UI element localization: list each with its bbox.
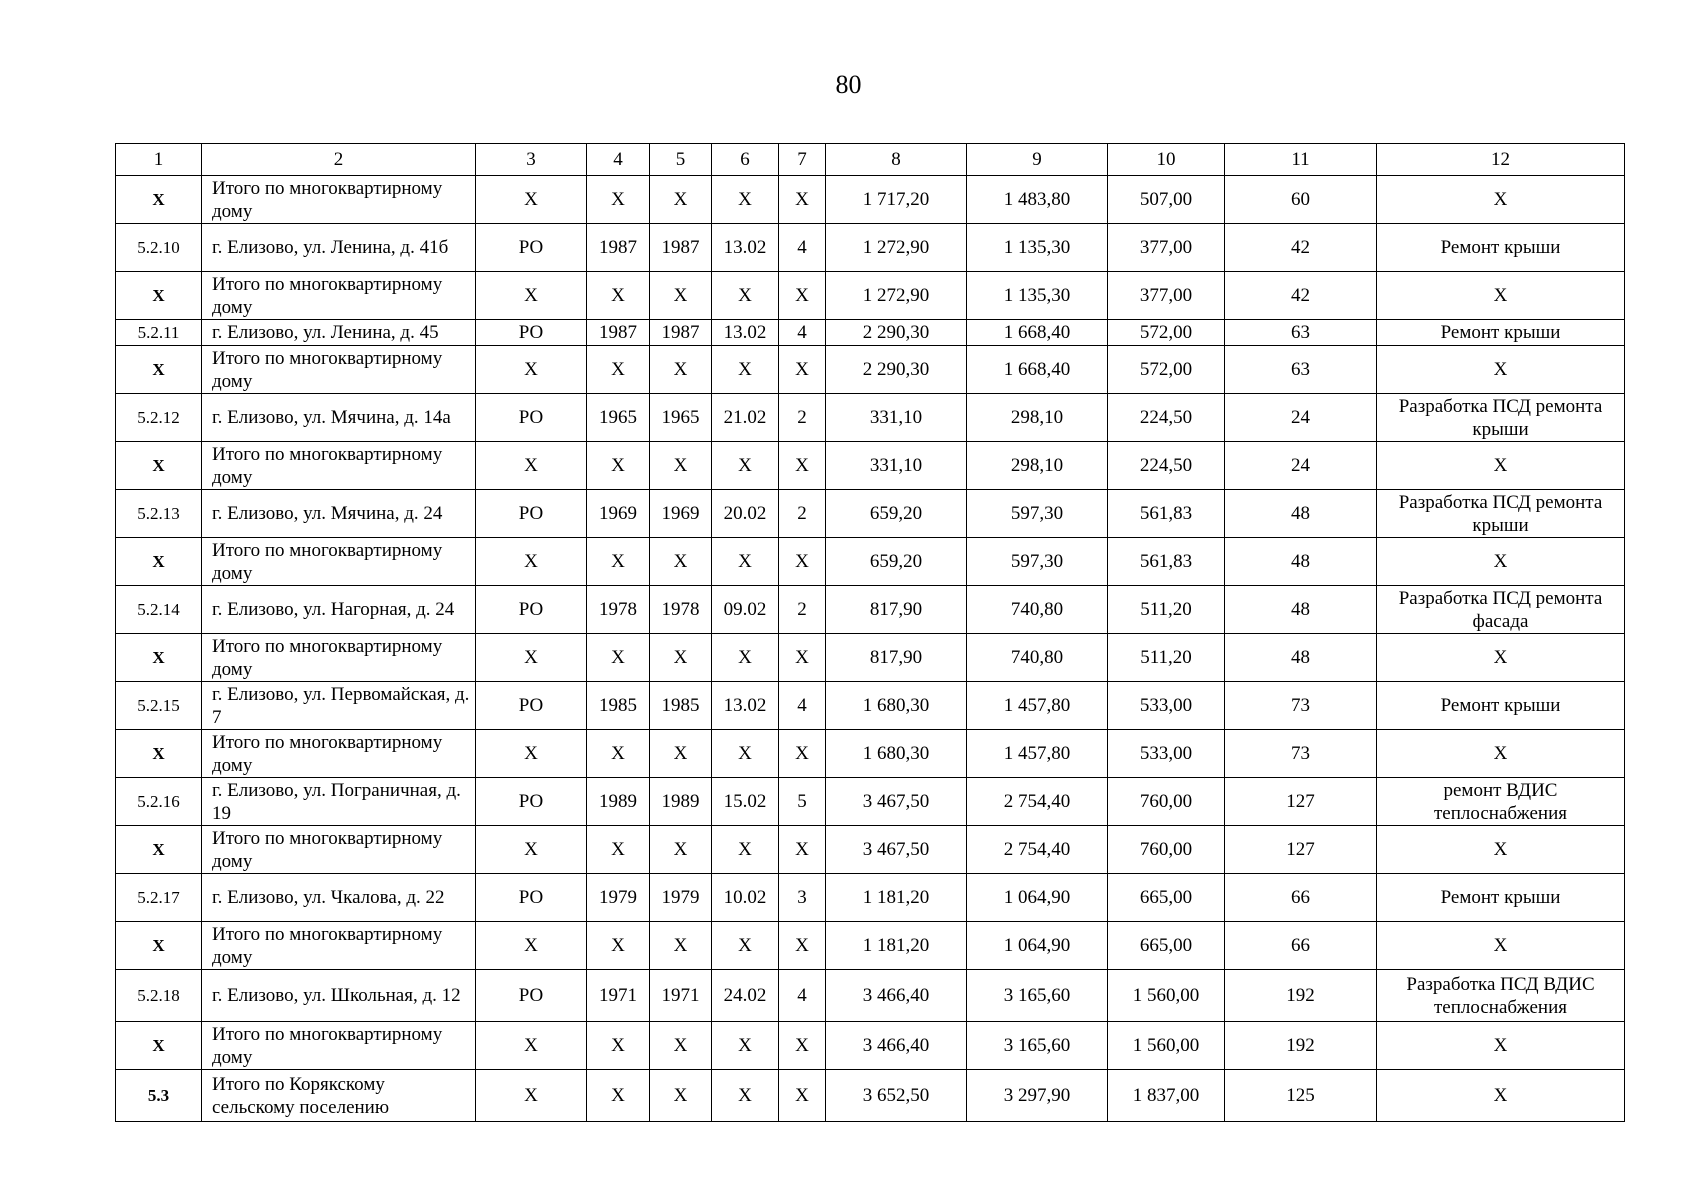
year-cell: 1989 [587, 778, 650, 826]
work-type-cell: Разработка ПСД ремонта крыши [1377, 490, 1625, 538]
work-type-cell: Х [1377, 730, 1625, 778]
code-cell: Х [712, 346, 779, 394]
table-row-total [116, 176, 1625, 224]
count-cell: 48 [1225, 586, 1377, 634]
area-living-cell: 1 457,80 [967, 682, 1108, 730]
header-cell: 10 [1108, 144, 1225, 176]
address-cell: Итого по многоквартирному дому [202, 730, 476, 778]
year-cell: Х [650, 442, 712, 490]
row-number-cell: Х [116, 826, 202, 874]
year-cell: 1985 [650, 682, 712, 730]
cost-cell: 572,00 [1108, 320, 1225, 346]
code-cell: 20.02 [712, 490, 779, 538]
type-cell: Х [476, 272, 587, 320]
floors-cell: Х [779, 538, 826, 586]
year-cell: Х [650, 272, 712, 320]
row-number-cell: Х [116, 442, 202, 490]
cost-cell: 224,50 [1108, 442, 1225, 490]
table-row-total [116, 346, 1625, 394]
page-number: 80 [835, 70, 862, 99]
table-row [116, 682, 1625, 730]
table-row-total [116, 1070, 1625, 1122]
header-cell: 3 [476, 144, 587, 176]
cost-cell: 511,20 [1108, 586, 1225, 634]
cost-cell: 1 560,00 [1108, 1022, 1225, 1070]
cost-cell: 561,83 [1108, 538, 1225, 586]
year-cell: 1969 [650, 490, 712, 538]
table-row-total [116, 730, 1625, 778]
address-cell: Итого по многоквартирному дому [202, 272, 476, 320]
count-cell: 192 [1225, 970, 1377, 1022]
address-cell: Итого по многоквартирному дому [202, 826, 476, 874]
type-cell: Х [476, 922, 587, 970]
type-cell: Х [476, 176, 587, 224]
work-type-cell: Х [1377, 346, 1625, 394]
cost-cell: 377,00 [1108, 272, 1225, 320]
address-cell: Итого по многоквартирному дому [202, 634, 476, 682]
header-cell: 8 [826, 144, 967, 176]
row-number-cell: Х [116, 634, 202, 682]
table-row [116, 224, 1625, 272]
year-cell: 1971 [650, 970, 712, 1022]
cost-cell: 1 560,00 [1108, 970, 1225, 1022]
work-type-cell: ремонт ВДИС теплоснабжения [1377, 778, 1625, 826]
cost-cell: 533,00 [1108, 730, 1225, 778]
table-row [116, 586, 1625, 634]
work-type-cell: Х [1377, 176, 1625, 224]
area-total-cell: 3 466,40 [826, 1022, 967, 1070]
header-cell: 12 [1377, 144, 1625, 176]
year-cell: Х [650, 1022, 712, 1070]
code-cell: 13.02 [712, 682, 779, 730]
count-cell: 48 [1225, 490, 1377, 538]
code-cell: Х [712, 730, 779, 778]
year-cell: 1965 [650, 394, 712, 442]
count-cell: 63 [1225, 346, 1377, 394]
area-total-cell: 817,90 [826, 634, 967, 682]
header-cell: 6 [712, 144, 779, 176]
header-cell: 4 [587, 144, 650, 176]
cost-cell: 760,00 [1108, 778, 1225, 826]
area-living-cell: 298,10 [967, 394, 1108, 442]
area-living-cell: 1 483,80 [967, 176, 1108, 224]
code-cell: 10.02 [712, 874, 779, 922]
cost-cell: 511,20 [1108, 634, 1225, 682]
row-number-cell: 5.2.10 [116, 224, 202, 272]
type-cell: РО [476, 874, 587, 922]
type-cell: РО [476, 586, 587, 634]
area-living-cell: 740,80 [967, 586, 1108, 634]
year-cell: 1965 [587, 394, 650, 442]
year-cell: 1987 [587, 320, 650, 346]
table-row [116, 970, 1625, 1022]
year-cell: Х [587, 538, 650, 586]
type-cell: РО [476, 490, 587, 538]
year-cell: Х [650, 346, 712, 394]
row-number-cell: Х [116, 346, 202, 394]
code-cell: Х [712, 1022, 779, 1070]
year-cell: 1985 [587, 682, 650, 730]
code-cell: Х [712, 538, 779, 586]
table-row-total [116, 826, 1625, 874]
year-cell: 1971 [587, 970, 650, 1022]
area-total-cell: 331,10 [826, 442, 967, 490]
work-type-cell: Х [1377, 538, 1625, 586]
code-cell: 13.02 [712, 224, 779, 272]
table-row-total [116, 538, 1625, 586]
address-cell: г. Елизово, ул. Школьная, д. 12 [202, 970, 476, 1022]
code-cell: 13.02 [712, 320, 779, 346]
count-cell: 192 [1225, 1022, 1377, 1070]
area-total-cell: 1 272,90 [826, 272, 967, 320]
count-cell: 24 [1225, 442, 1377, 490]
area-living-cell: 1 135,30 [967, 272, 1108, 320]
row-number-cell: 5.2.17 [116, 874, 202, 922]
year-cell: 1989 [650, 778, 712, 826]
table-row [116, 320, 1625, 346]
work-type-cell: Ремонт крыши [1377, 682, 1625, 730]
row-number-cell: Х [116, 922, 202, 970]
floors-cell: 4 [779, 320, 826, 346]
address-cell: Итого по многоквартирному дому [202, 1022, 476, 1070]
type-cell: Х [476, 826, 587, 874]
work-type-cell: Ремонт крыши [1377, 224, 1625, 272]
area-living-cell: 1 457,80 [967, 730, 1108, 778]
area-living-cell: 1 135,30 [967, 224, 1108, 272]
table-row [116, 874, 1625, 922]
floors-cell: Х [779, 826, 826, 874]
year-cell: 1978 [650, 586, 712, 634]
address-cell: г. Елизово, ул. Мячина, д. 24 [202, 490, 476, 538]
floors-cell: 2 [779, 394, 826, 442]
work-type-cell: Х [1377, 826, 1625, 874]
cost-cell: 224,50 [1108, 394, 1225, 442]
year-cell: Х [587, 730, 650, 778]
year-cell: 1978 [587, 586, 650, 634]
work-type-cell: Х [1377, 272, 1625, 320]
table-row [116, 778, 1625, 826]
year-cell: Х [587, 922, 650, 970]
code-cell: Х [712, 442, 779, 490]
work-type-cell: Х [1377, 634, 1625, 682]
address-cell: Итого по многоквартирному дому [202, 922, 476, 970]
address-cell: Итого по Корякскому сельскому поселению [202, 1070, 476, 1122]
count-cell: 60 [1225, 176, 1377, 224]
area-total-cell: 2 290,30 [826, 320, 967, 346]
area-total-cell: 331,10 [826, 394, 967, 442]
cost-cell: 533,00 [1108, 682, 1225, 730]
floors-cell: Х [779, 922, 826, 970]
work-type-cell: Х [1377, 1022, 1625, 1070]
header-cell: 5 [650, 144, 712, 176]
code-cell: Х [712, 272, 779, 320]
area-living-cell: 597,30 [967, 490, 1108, 538]
count-cell: 48 [1225, 538, 1377, 586]
code-cell: 09.02 [712, 586, 779, 634]
area-total-cell: 2 290,30 [826, 346, 967, 394]
code-cell: Х [712, 922, 779, 970]
row-number-cell: 5.2.18 [116, 970, 202, 1022]
address-cell: г. Елизово, ул. Ленина, д. 41б [202, 224, 476, 272]
type-cell: Х [476, 730, 587, 778]
header-cell: 11 [1225, 144, 1377, 176]
year-cell: Х [587, 442, 650, 490]
header-cell: 1 [116, 144, 202, 176]
area-living-cell: 3 165,60 [967, 970, 1108, 1022]
table-row-total [116, 922, 1625, 970]
row-number-cell: 5.2.13 [116, 490, 202, 538]
area-total-cell: 1 680,30 [826, 682, 967, 730]
floors-cell: 4 [779, 970, 826, 1022]
area-total-cell: 3 467,50 [826, 778, 967, 826]
area-living-cell: 3 297,90 [967, 1070, 1108, 1122]
work-type-cell: Х [1377, 922, 1625, 970]
year-cell: Х [587, 176, 650, 224]
count-cell: 24 [1225, 394, 1377, 442]
area-living-cell: 1 668,40 [967, 346, 1108, 394]
count-cell: 125 [1225, 1070, 1377, 1122]
type-cell: РО [476, 320, 587, 346]
floors-cell: 2 [779, 586, 826, 634]
row-number-cell: 5.2.12 [116, 394, 202, 442]
header-cell: 9 [967, 144, 1108, 176]
work-type-cell: Ремонт крыши [1377, 874, 1625, 922]
cost-cell: 507,00 [1108, 176, 1225, 224]
row-number-cell: 5.2.11 [116, 320, 202, 346]
row-number-cell: 5.2.16 [116, 778, 202, 826]
table-header-row [116, 144, 1625, 176]
area-living-cell: 597,30 [967, 538, 1108, 586]
type-cell: РО [476, 224, 587, 272]
floors-cell: 5 [779, 778, 826, 826]
table-row [116, 394, 1625, 442]
year-cell: Х [587, 1070, 650, 1122]
count-cell: 42 [1225, 224, 1377, 272]
area-living-cell: 1 064,90 [967, 922, 1108, 970]
area-total-cell: 1 272,90 [826, 224, 967, 272]
work-type-cell: Разработка ПСД ВДИС теплоснабжения [1377, 970, 1625, 1022]
count-cell: 42 [1225, 272, 1377, 320]
area-living-cell: 1 668,40 [967, 320, 1108, 346]
floors-cell: Х [779, 346, 826, 394]
year-cell: 1987 [650, 320, 712, 346]
code-cell: 15.02 [712, 778, 779, 826]
floors-cell: Х [779, 176, 826, 224]
table-row-total [116, 272, 1625, 320]
area-living-cell: 2 754,40 [967, 826, 1108, 874]
floors-cell: Х [779, 730, 826, 778]
type-cell: РО [476, 778, 587, 826]
area-living-cell: 1 064,90 [967, 874, 1108, 922]
type-cell: РО [476, 970, 587, 1022]
cost-cell: 561,83 [1108, 490, 1225, 538]
row-number-cell: Х [116, 730, 202, 778]
type-cell: Х [476, 538, 587, 586]
cost-cell: 760,00 [1108, 826, 1225, 874]
year-cell: Х [587, 1022, 650, 1070]
year-cell: Х [650, 730, 712, 778]
count-cell: 73 [1225, 682, 1377, 730]
area-total-cell: 3 466,40 [826, 970, 967, 1022]
cost-cell: 665,00 [1108, 922, 1225, 970]
year-cell: 1987 [587, 224, 650, 272]
table-row-total [116, 442, 1625, 490]
count-cell: 127 [1225, 778, 1377, 826]
table-row [116, 490, 1625, 538]
year-cell: 1979 [650, 874, 712, 922]
year-cell: Х [587, 272, 650, 320]
year-cell: Х [587, 826, 650, 874]
cost-cell: 572,00 [1108, 346, 1225, 394]
count-cell: 63 [1225, 320, 1377, 346]
row-number-cell: 5.2.15 [116, 682, 202, 730]
area-living-cell: 298,10 [967, 442, 1108, 490]
row-number-cell: Х [116, 176, 202, 224]
area-total-cell: 1 181,20 [826, 874, 967, 922]
work-type-cell: Х [1377, 1070, 1625, 1122]
floors-cell: 4 [779, 224, 826, 272]
year-cell: 1969 [587, 490, 650, 538]
type-cell: Х [476, 634, 587, 682]
type-cell: Х [476, 1022, 587, 1070]
work-type-cell: Х [1377, 442, 1625, 490]
year-cell: Х [650, 922, 712, 970]
area-living-cell: 3 165,60 [967, 1022, 1108, 1070]
year-cell: Х [650, 826, 712, 874]
area-living-cell: 2 754,40 [967, 778, 1108, 826]
year-cell: Х [587, 346, 650, 394]
floors-cell: 2 [779, 490, 826, 538]
year-cell: 1979 [587, 874, 650, 922]
address-cell: г. Елизово, ул. Мячина, д. 14а [202, 394, 476, 442]
floors-cell: Х [779, 634, 826, 682]
type-cell: Х [476, 442, 587, 490]
area-total-cell: 3 467,50 [826, 826, 967, 874]
code-cell: 24.02 [712, 970, 779, 1022]
row-number-cell: 5.3 [116, 1070, 202, 1122]
work-type-cell: Разработка ПСД ремонта крыши [1377, 394, 1625, 442]
work-type-cell: Разработка ПСД ремонта фасада [1377, 586, 1625, 634]
cost-cell: 1 837,00 [1108, 1070, 1225, 1122]
table-row-total [116, 1022, 1625, 1070]
area-total-cell: 1 181,20 [826, 922, 967, 970]
table-row-total [116, 634, 1625, 682]
area-total-cell: 817,90 [826, 586, 967, 634]
year-cell: Х [650, 634, 712, 682]
count-cell: 66 [1225, 922, 1377, 970]
address-cell: Итого по многоквартирному дому [202, 538, 476, 586]
address-cell: Итого по многоквартирному дому [202, 176, 476, 224]
code-cell: Х [712, 1070, 779, 1122]
header-cell: 7 [779, 144, 826, 176]
type-cell: РО [476, 682, 587, 730]
area-total-cell: 1 680,30 [826, 730, 967, 778]
area-living-cell: 740,80 [967, 634, 1108, 682]
area-total-cell: 3 652,50 [826, 1070, 967, 1122]
floors-cell: Х [779, 1022, 826, 1070]
code-cell: Х [712, 634, 779, 682]
area-total-cell: 659,20 [826, 490, 967, 538]
floors-cell: Х [779, 442, 826, 490]
floors-cell: 3 [779, 874, 826, 922]
address-cell: Итого по многоквартирному дому [202, 442, 476, 490]
year-cell: Х [650, 176, 712, 224]
type-cell: РО [476, 394, 587, 442]
code-cell: 21.02 [712, 394, 779, 442]
header-cell: 2 [202, 144, 476, 176]
type-cell: Х [476, 346, 587, 394]
area-total-cell: 1 717,20 [826, 176, 967, 224]
work-type-cell: Ремонт крыши [1377, 320, 1625, 346]
code-cell: Х [712, 176, 779, 224]
type-cell: Х [476, 1070, 587, 1122]
year-cell: Х [587, 634, 650, 682]
floors-cell: Х [779, 1070, 826, 1122]
floors-cell: Х [779, 272, 826, 320]
count-cell: 127 [1225, 826, 1377, 874]
address-cell: г. Елизово, ул. Ленина, д. 45 [202, 320, 476, 346]
code-cell: Х [712, 826, 779, 874]
cost-cell: 665,00 [1108, 874, 1225, 922]
floors-cell: 4 [779, 682, 826, 730]
row-number-cell: Х [116, 1022, 202, 1070]
address-cell: г. Елизово, ул. Первомайская, д. 7 [202, 682, 476, 730]
year-cell: Х [650, 538, 712, 586]
address-cell: г. Елизово, ул. Нагорная, д. 24 [202, 586, 476, 634]
row-number-cell: 5.2.14 [116, 586, 202, 634]
area-total-cell: 659,20 [826, 538, 967, 586]
address-cell: г. Елизово, ул. Чкалова, д. 22 [202, 874, 476, 922]
year-cell: Х [650, 1070, 712, 1122]
address-cell: Итого по многоквартирному дому [202, 346, 476, 394]
data-table [115, 143, 1625, 1122]
count-cell: 48 [1225, 634, 1377, 682]
row-number-cell: Х [116, 272, 202, 320]
count-cell: 73 [1225, 730, 1377, 778]
row-number-cell: Х [116, 538, 202, 586]
cost-cell: 377,00 [1108, 224, 1225, 272]
year-cell: 1987 [650, 224, 712, 272]
address-cell: г. Елизово, ул. Пограничная, д. 19 [202, 778, 476, 826]
count-cell: 66 [1225, 874, 1377, 922]
